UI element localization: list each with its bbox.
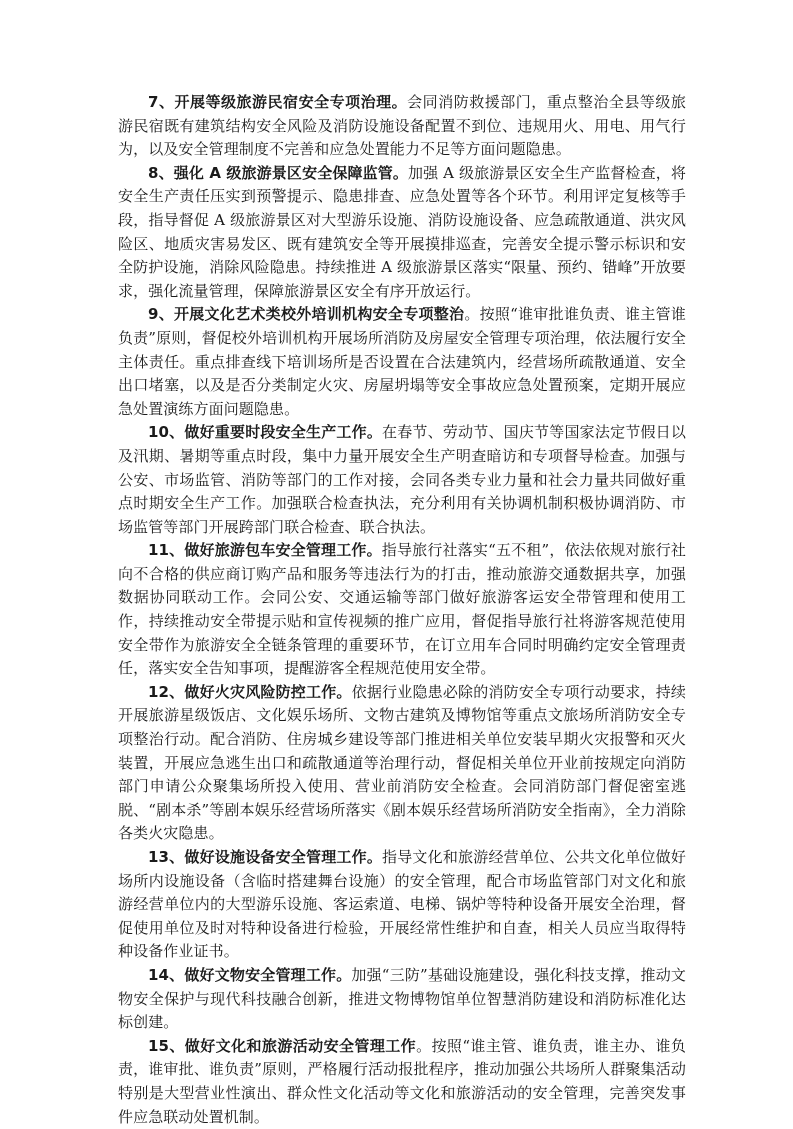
paragraph-body: 。按照“谁主管、谁负责，谁主办、谁负责，谁审批、谁负责”原则，严格履行活动报批程序，推动加强公共场所人群聚集活动特别是大型营业性演出、群众性文化活动等文化和旅游活动的安全管理，完善突发事件应急联动处置机制。 [118, 1036, 686, 1126]
paragraph-body: 指导旅行社落实“五不租”，依法依规对旅行社向不合格的供应商订购产品和服务等违法行为的打击，推动旅游交通数据共享，加强数据协同联动工作。会同公安、交通运输等部门做好旅游客运安全带管理和使用工作，持续推动安全带提示贴和宣传视频的推广应用，督促指导旅行社将游客规范使用安全带作为旅游安全全链条管理的重要环节，在订立用车合同时明确约定安全管理责任，落实安全告知事项，提醒游客全程规范使用安全带。 [118, 541, 686, 678]
paragraph-body: 依据行业隐患必除的消防安全专项行动要求，持续开展旅游星级饭店、文化娱乐场所、文物古建筑及博物馆等重点文旅场所消防安全专项整治行动。配合消防、住房城乡建设等部门推进相关单位安装早期火灾报警和灭火装置，开展应急逃生出口和疏散通道等治理行动，督促相关单位开业前按规定向消防部门申请公众聚集场所投入使用、营业前消防安全检查。会同消防部门督促密室逃脱、“剧本杀”等剧本娱乐经营场所落实《剧本娱乐经营场所消防安全指南》，全力消除各类火灾隐患。 [118, 682, 686, 843]
paragraph-heading: 11、做好旅游包车安全管理工作。 [148, 541, 382, 560]
paragraph-body: 。按照“谁审批谁负责、谁主管谁负责”原则，督促校外培训机构开展场所消防及房屋安全管理专项治理，依法履行安全主体责任。重点排查线下培训场所是否设置在合法建筑内，经营场所疏散通道、安全出口堵塞，以及是否分类制定火灾、房屋坍塌等安全事故应急处置预案，定期开展应急处置演练方面问题隐患。 [118, 305, 686, 418]
paragraph-heading: 8、强化 A 级旅游景区安全保障监管。 [148, 163, 409, 182]
paragraph-body: 在春节、劳动节、国庆节等国家法定节假日以及汛期、暑期等重点时段，集中力量开展安全生产明查暗访和专项督导检查。加强与公安、市场监管、消防等部门的工作对接，会同各类专业力量和社会力量共同做好重点时期安全生产工作。加强联合检查执法，充分利用有关协调机制积极协调消防、市场监管等部门开展跨部门联合检查、联合执法。 [118, 423, 686, 536]
paragraph-13 [118, 846, 686, 964]
paragraph-14 [118, 964, 686, 1035]
paragraph-heading: 9、开展文化艺术类校外培训机构安全专项整治 [148, 305, 465, 324]
paragraph-7 [118, 91, 686, 162]
paragraph-body: 会同消防救援部门，重点整治全县等级旅游民宿既有建筑结构安全风险及消防设施设备配置不到位、违规用火、用电、用气行为，以及安全管理制度不完善和应急处置能力不足等方面问题隐患。 [118, 93, 686, 159]
paragraph-heading: 13、做好设施设备安全管理工作。 [148, 848, 383, 866]
paragraph-9 [118, 303, 686, 421]
paragraph-heading: 10、做好重要时段安全生产工作。 [148, 423, 383, 442]
paragraph-heading: 7、开展等级旅游民宿安全专项治理。 [148, 93, 408, 111]
paragraph-11 [118, 539, 686, 681]
paragraph-body: 加强“三防”基础设施建设，强化科技支撑，推动文物安全保护与现代科技融合创新，推进文物博物馆单位智慧消防建设和消防标准化达标创建。 [118, 965, 686, 1032]
paragraph-10 [118, 421, 686, 539]
paragraph-body: 指导文化和旅游经营单位、公共文化单位做好场所内设施设备（含临时搭建舞台设施）的安全管理，配合市场监管部门对文化和旅游经营单位内的大型游乐设施、客运索道、电梯、锅炉等特种设备开展安全治理，督促使用单位及时对特种设备进行检验，开展经常性维护和自查，相关人员应当取得特种设备作业证书。 [118, 848, 686, 961]
paragraph-heading: 14、做好文物安全管理工作。 [148, 965, 352, 984]
paragraph-15 [118, 1035, 686, 1129]
paragraph-body: 加强 A 级旅游景区安全生产监督检查，将安全生产责任压实到预警提示、隐患排查、应急处置等各个环节。利用评定复核等手段，指导督促 A 级旅游景区对大型游乐设施、消防设施设备、应急疏散通道、洪灾风险区、地质灾害易发区、既有建筑安全等开展摸排巡查，完善安全提示警示标识和安全防护设施，消除风险隐患。持续推进 A 级旅游景区落实“限量、预约、错峰”开放要求，强化流量管理，保障旅游景区安全有序开放运行。 [118, 163, 686, 300]
paragraph-heading: 12、做好火灾风险防控工作。 [148, 682, 352, 701]
paragraph-12 [118, 681, 686, 846]
document-page [118, 91, 686, 1129]
paragraph-8 [118, 162, 686, 304]
paragraph-heading: 15、做好文化和旅游活动安全管理工作 [148, 1036, 417, 1055]
